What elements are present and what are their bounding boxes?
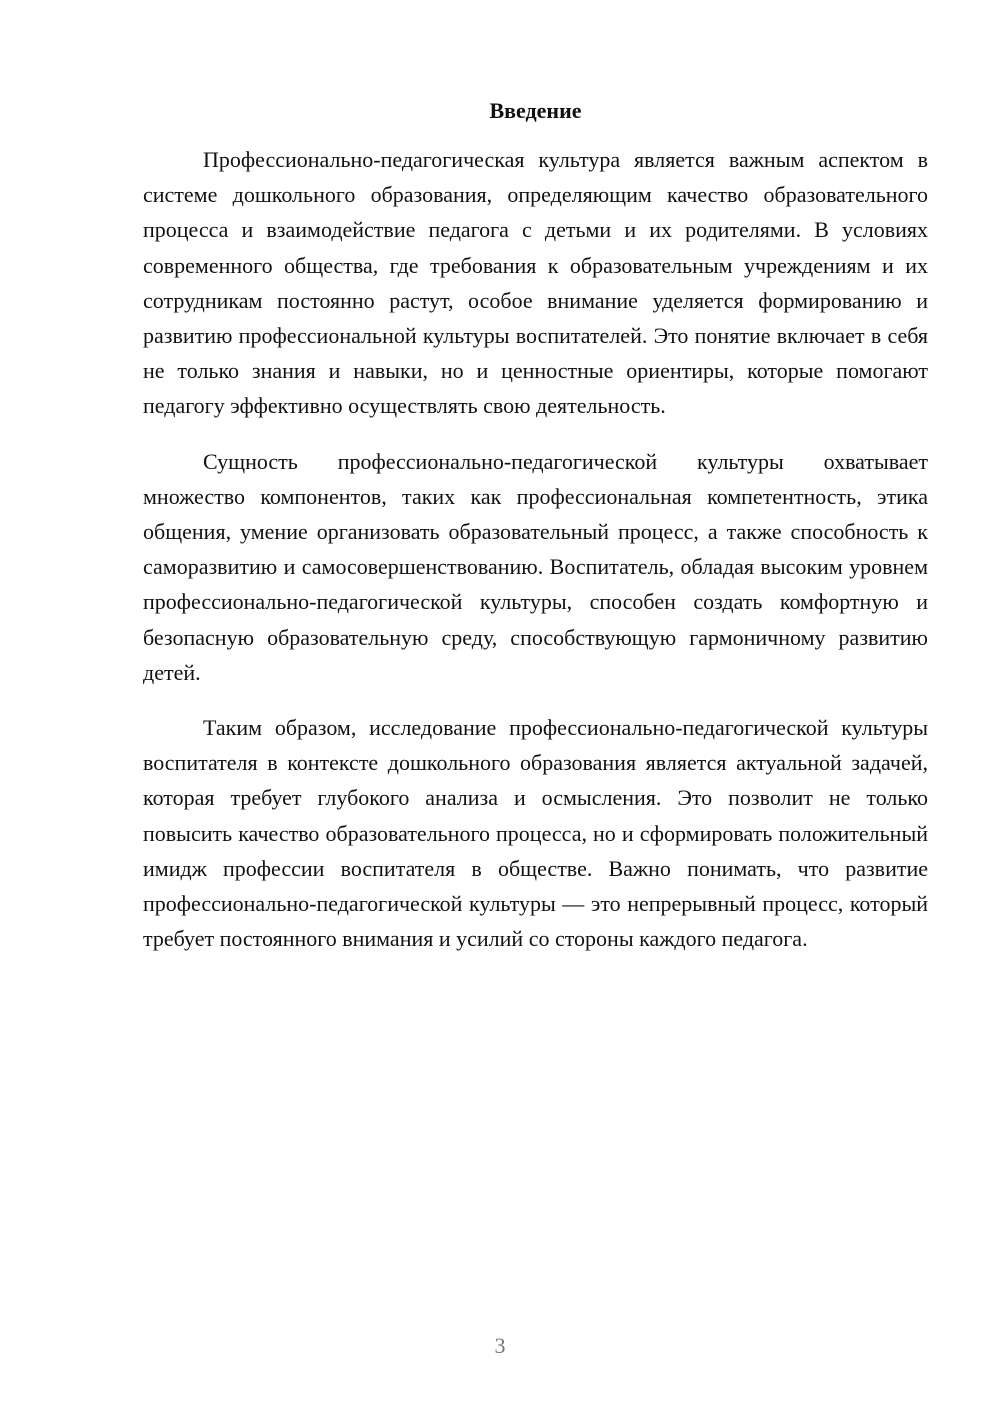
paragraph-1: Профессионально-педагогическая культура является важным аспектом в системе дошкольного образования, определяющим качество образовательного процесса и взаимодействие педагога с детьми и их родителями. В условиях современного общества, где требования к образовательным учреждениям и их сотрудникам постоянно растут, особое внимание уделяется формированию и развитию профессиональной культуры воспитателей. Это понятие включает в себя не только знания и навыки, но и ценностные ориентиры, которые помогают педагогу эффективно осуществлять свою деятельность. — [143, 147, 928, 419]
page-content — [143, 94, 928, 976]
paragraph-2: Сущность профессионально-педагогической культуры охватывает множество компонентов, таких как профессиональная компетентность, этика общения, умение организовать образовательный процесс, а также способность к саморазвитию и самосовершенствованию. Воспитатель, обладая высоким уровнем профессионально-педагогической культуры, способен создать комфортную и безопасную образовательную среду, способствующую гармоничному развитию детей. — [143, 448, 928, 685]
paragraph-3: Таким образом, исследование профессионально-педагогической культуры воспитателя в контексте дошкольного образования является актуальной задачей, которая требует глубокого анализа и осмысления. Это позволит не только повысить качество образовательного процесса, но и сформировать положительный имидж профессии воспитателя в обществе. Важно понимать, что развитие профессионально-педагогической культуры — это непрерывный процесс, который требует постоянного внимания и усилий со стороны каждого педагога. — [143, 715, 928, 952]
section-heading: Введение — [489, 98, 582, 123]
page-number: 3 — [494, 1333, 506, 1358]
